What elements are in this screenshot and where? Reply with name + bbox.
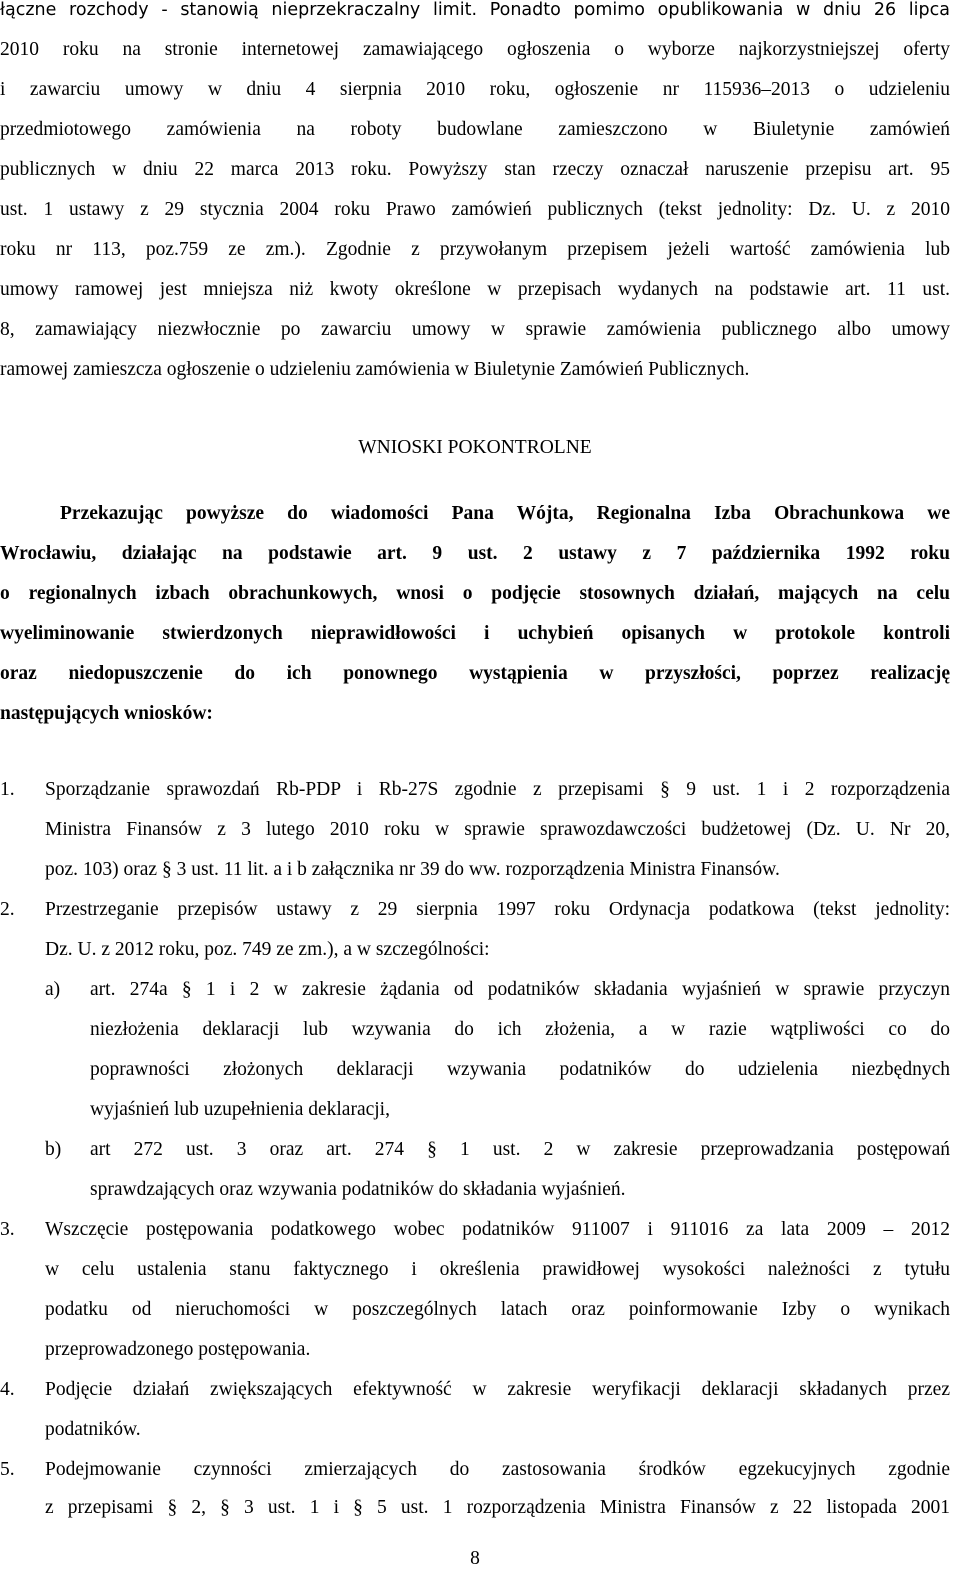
sub-item-line: art 272 ust. 3 oraz art. 274 § 1 ust. 2 w zakresie przeprowadzania postępowań (90, 1139, 950, 1160)
paragraph-line: i zawarciu umowy w dniu 4 sierpnia 2010 roku, ogłoszenie nr 115936–2013 o udzieleniu (0, 79, 950, 100)
sub-item-line: art. 274a § 1 i 2 w zakresie żądania od podatników składania wyjaśnień w sprawie przyczyn (90, 979, 950, 1000)
paragraph-line: roku nr 113, poz.759 ze zm.). Zgodnie z przywołanym przepisem jeżeli wartość zamówienia lub (0, 239, 950, 260)
list-item-line: Przestrzeganie przepisów ustawy z 29 sierpnia 1997 roku Ordynacja podatkowa (tekst jednolity: (45, 899, 950, 920)
list-item-line: przeprowadzonego postępowania. (45, 1339, 311, 1360)
intro-line: Wrocławiu, działając na podstawie art. 9 ust. 2 ustawy z 7 października 1992 roku (0, 543, 950, 564)
sub-item-line: sprawdzających oraz wzywania podatników do składania wyjaśnień. (90, 1179, 626, 1200)
intro-line: o regionalnych izbach obrachunkowych, wnosi o podjęcie stosownych działań, mających na celu (0, 583, 950, 604)
paragraph-line: ramowej zamieszcza ogłoszenie o udzieleniu zamówienia w Biuletynie Zamówień Publicznych. (0, 359, 750, 380)
list-item-line: w celu ustalenia stanu faktycznego i określenia prawidłowej wysokości należności z tytułu (45, 1259, 950, 1280)
list-item-line: Podejmowanie czynności zmierzających do zastosowania środków egzekucyjnych zgodnie (45, 1459, 950, 1480)
list-item-number: 5. (0, 1459, 15, 1480)
sub-item-line: wyjaśnień lub uzupełnienia deklaracji, (90, 1099, 390, 1120)
paragraph-line: publicznych w dniu 22 marca 2013 roku. Powyższy stan rzeczy oznaczał naruszenie przepisu art. 95 (0, 159, 950, 180)
list-item-line: Podjęcie działań zwiększających efektywność w zakresie weryfikacji deklaracji składanych przez (45, 1379, 950, 1400)
list-item-line: podatku od nieruchomości w poszczególnych latach oraz poinformowanie Izby o wynikach (45, 1299, 950, 1320)
list-item-number: 3. (0, 1219, 15, 1240)
intro-line: Przekazując powyższe do wiadomości Pana Wójta, Regionalna Izba Obrachunkowa we (60, 503, 950, 524)
intro-line: następujących wniosków: (0, 703, 213, 724)
paragraph-line: łączne rozchody - stanowią nieprzekraczalny limit. Ponadto pomimo opublikowania w dniu 26 lipca (0, 0, 950, 20)
sub-item-letter: a) (45, 979, 61, 1000)
list-item-line: z przepisami § 2, § 3 ust. 1 i § 5 ust. 1 rozporządzenia Ministra Finansów z 22 listopada 2001 (45, 1497, 950, 1518)
sub-item-line: niezłożenia deklaracji lub wzywania do ich złożenia, a w razie wątpliwości co do (90, 1019, 950, 1040)
list-item-line: podatników. (45, 1419, 141, 1440)
paragraph-line: 2010 roku na stronie internetowej zamawiającego ogłoszenia o wyborze najkorzystniejszej oferty (0, 39, 950, 60)
list-item-number: 1. (0, 779, 15, 800)
list-item-line: Sporządzanie sprawozdań Rb-PDP i Rb-27S zgodnie z przepisami § 9 ust. 1 i 2 rozporządzenia (45, 779, 950, 800)
list-item-number: 2. (0, 899, 15, 920)
paragraph-line: 8, zamawiający niezwłocznie po zawarciu umowy w sprawie zamówienia publicznego albo umowy (0, 319, 950, 340)
page-number: 8 (470, 1548, 480, 1569)
paragraph-line: umowy ramowej jest mniejsza niż kwoty określone w przepisach wydanych na podstawie art. 11 ust. (0, 279, 950, 300)
list-item-line: Wszczęcie postępowania podatkowego wobec podatników 911007 i 911016 za lata 2009 – 2012 (45, 1219, 950, 1240)
list-item-number: 4. (0, 1379, 15, 1400)
list-item-line: poz. 103) oraz § 3 ust. 11 lit. a i b załącznika nr 39 do ww. rozporządzenia Ministra Finansów. (45, 859, 780, 880)
section-heading: WNIOSKI POKONTROLNE (358, 437, 592, 458)
sub-item-letter: b) (45, 1139, 62, 1160)
paragraph-line: przedmiotowego zamówienia na roboty budowlane zamieszczono w Biuletynie zamówień (0, 119, 950, 140)
list-item-line: Ministra Finansów z 3 lutego 2010 roku w sprawie sprawozdawczości budżetowej (Dz. U. Nr 20, (45, 819, 950, 840)
sub-item-line: poprawności złożonych deklaracji wzywania podatników do udzielenia niezbędnych (90, 1059, 950, 1080)
list-item-line: Dz. U. z 2012 roku, poz. 749 ze zm.), a w szczególności: (45, 939, 490, 960)
intro-line: wyeliminowanie stwierdzonych nieprawidłowości i uchybień opisanych w protokole kontroli (0, 623, 950, 644)
paragraph-line: ust. 1 ustawy z 29 stycznia 2004 roku Prawo zamówień publicznych (tekst jednolity: Dz. U. z 2010 (0, 199, 950, 220)
intro-line: oraz niedopuszczenie do ich ponownego wystąpienia w przyszłości, poprzez realizację (0, 663, 950, 684)
